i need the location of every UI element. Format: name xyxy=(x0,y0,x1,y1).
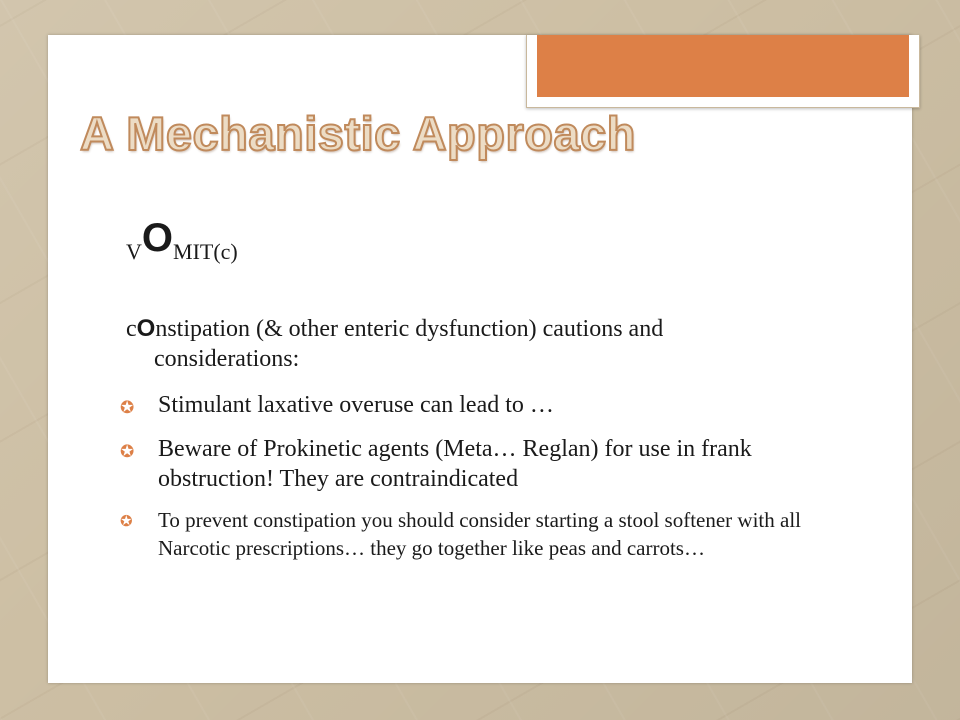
slide-title: A Mechanistic Approach xyxy=(80,107,636,160)
vomit-heading xyxy=(126,216,806,266)
paragraph-text: nstipation (& other enteric dysfunction) cautions and considerations: xyxy=(154,316,664,372)
heading-prefix: V xyxy=(126,239,142,264)
paragraph-emphasis-letter: O xyxy=(136,315,156,342)
accent-tab-fill xyxy=(537,35,909,97)
heading-emphasis-letter: O xyxy=(141,216,174,260)
bullet-item xyxy=(120,506,806,562)
constipation-paragraph xyxy=(126,314,806,374)
slide-content xyxy=(120,216,806,562)
paragraph-prefix: c xyxy=(126,316,137,342)
accent-tab xyxy=(526,35,920,108)
star-bullet-icon: ✪ xyxy=(120,512,133,530)
bullet-item xyxy=(120,390,806,420)
heading-suffix: MIT(c) xyxy=(173,239,238,264)
bullet-text: To prevent constipation you should consider starting a stool softener with all Narcotic prescriptions… they go together like peas and carrots… xyxy=(158,508,801,560)
bullet-text: Stimulant laxative overuse can lead to … xyxy=(158,392,554,418)
bullet-text: Beware of Prokinetic agents (Meta… Reglan) for use in frank obstruction! They are contraindicated xyxy=(158,436,752,492)
star-bullet-icon: ✪ xyxy=(120,398,135,418)
bullet-item xyxy=(120,434,806,494)
star-bullet-icon: ✪ xyxy=(120,442,135,462)
